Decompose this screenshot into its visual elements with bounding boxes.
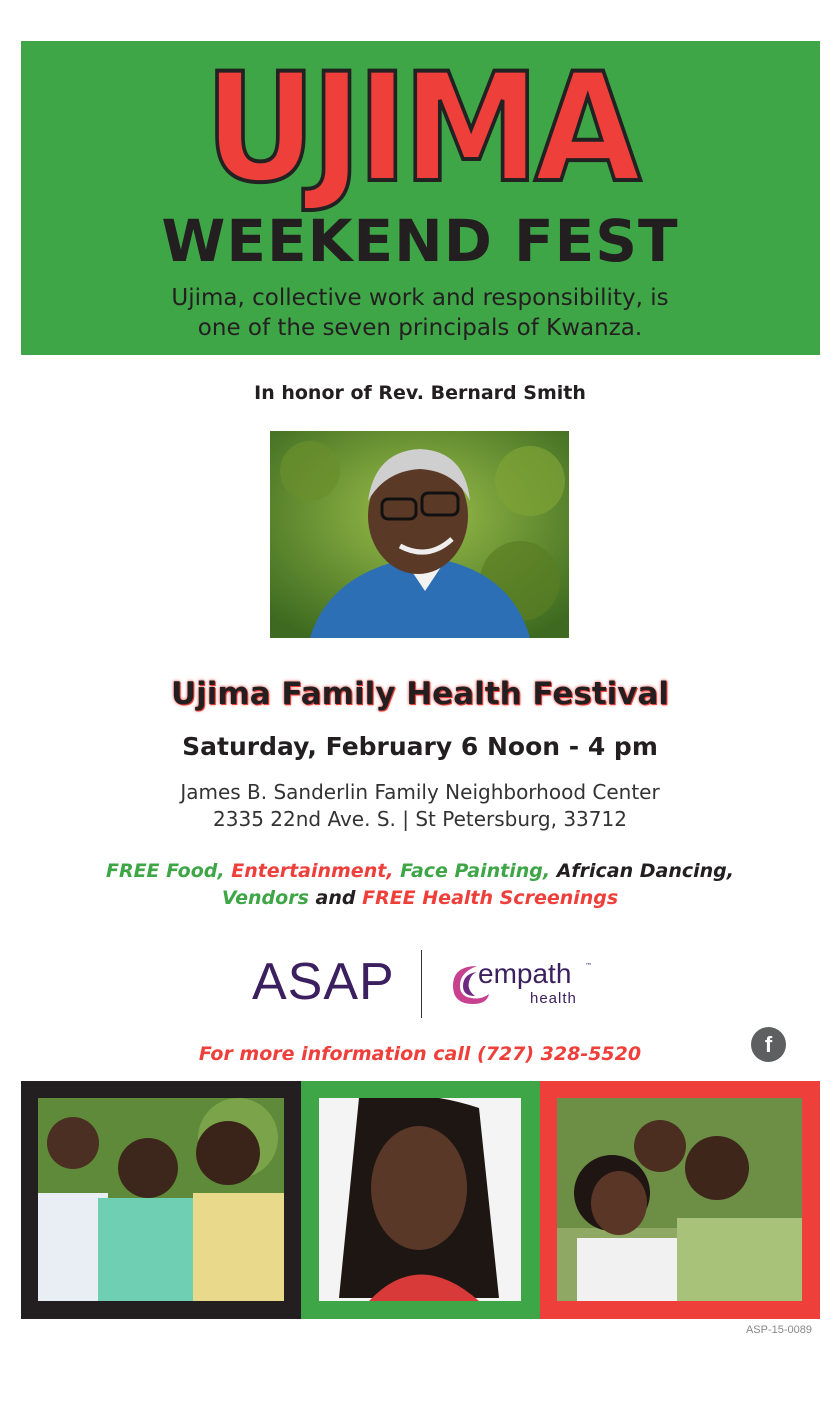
event-title-ujima: UJIMA — [204, 42, 636, 216]
venue-name: James B. Sanderlin Family Neighborhood Center — [180, 780, 660, 804]
empath-wordmark: empath — [478, 958, 572, 989]
facebook-icon[interactable]: f — [751, 1027, 786, 1062]
feature-health-screenings: FREE Health Screenings — [362, 887, 619, 909]
contact-info: For more information call (727) 328-5520 — [198, 1043, 642, 1065]
feature-vendors: Vendors — [221, 887, 309, 909]
tagline-line-2: one of the seven principals of Kwanza. — [197, 315, 643, 341]
event-location — [0, 779, 840, 833]
feature-and: and — [315, 887, 356, 909]
asap-logo: ASAP — [252, 953, 395, 1011]
empath-trademark: ™ — [585, 962, 592, 970]
feature-free-food: FREE Food, — [105, 860, 225, 882]
portrait-photo — [270, 431, 569, 638]
feature-african-dancing: African Dancing, — [556, 860, 735, 882]
feature-entertainment: Entertainment, — [231, 860, 394, 882]
honor-line: In honor of Rev. Bernard Smith — [254, 382, 586, 404]
event-date-time: Saturday, February 6 Noon - 4 pm — [182, 732, 658, 761]
empath-health-label: health — [530, 990, 577, 1007]
document-code: ASP-15-0089 — [745, 1324, 812, 1336]
venue-address: 2335 22nd Ave. S. | St Petersburg, 33712 — [213, 807, 627, 831]
logo-divider — [421, 950, 422, 1018]
tagline-line-1: Ujima, collective work and responsibility, is — [171, 285, 669, 311]
features-list — [0, 858, 840, 912]
tagline — [0, 283, 840, 343]
event-subtitle: WEEKEND FEST — [161, 207, 679, 275]
family-photo — [557, 1098, 802, 1301]
group-photo-men — [38, 1098, 284, 1301]
feature-face-painting: Face Painting, — [400, 860, 551, 882]
festival-title: Ujima Family Health Festival — [170, 676, 670, 712]
woman-portrait-photo — [319, 1098, 521, 1301]
